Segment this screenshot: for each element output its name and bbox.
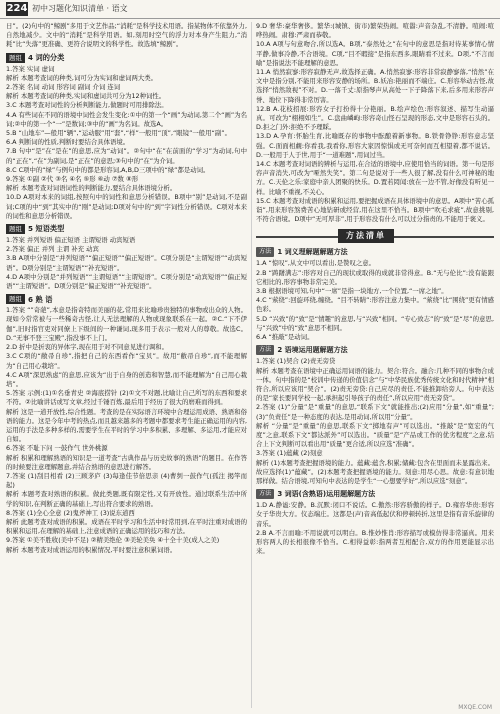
answer-paragraph: 4.C A项“深思熟虑”的意思,应该为“出于自身的创造和智慧,而不能理解为“自己用心栽培”。 [6, 370, 247, 388]
book-title: 初中习题化知识清单 · 语文 [32, 4, 128, 13]
method-heading [256, 247, 494, 257]
section-title: 5 短语类型 [28, 224, 65, 234]
answer-paragraph: 解析 本题考查对词语词性的判断能力,要结合具体语境分析。 [6, 184, 177, 193]
answer-paragraph: 14.C 本题考查对词语的辨析与运用,在合适的语境中,应使用恰当的词语。第一句是形容声音消失,可改为“哑然失笑”。第二句是说对于一些人很了解,没有什么可神秘的地方。C.天伦之乐:家庭中亲人团聚的快乐。D.置若罔闻:放在一边不管,好像没有听见一样。比喻不重视,不关心。 [256, 160, 494, 196]
page-header [0, 0, 500, 19]
answer-paragraph: 13.D A.孕育:怀胎生育,比喻既存的事物中酝酿着新事物。B.铁骨铮铮:形容意志坚强。C.面面相觑:你看我,我看你,形容大家因惊惧或无可奈何而互相望着,都不说话。D.一般用于人于世,用于“一道难题”,用词过当。 [256, 132, 494, 159]
right-column [256, 22, 494, 710]
section-title: 6 熟 语 [28, 294, 53, 304]
page-number: 224 [6, 3, 28, 14]
answer-paragraph: 1.A “惊叹”,从文中可以看出,是赞叹之意。 [256, 259, 376, 268]
answer-paragraph: 1.答案 并列短语 偏正短语 主谓短语 动宾短语 [6, 236, 136, 245]
method-tag: 方法 [256, 489, 274, 499]
answer-paragraph: 6.A 判断词的性质,判断时要结合具体语境。 [6, 138, 130, 147]
answer-paragraph: 2.答案 (1)“分量”是“重量”的意思,“联系下文”就能推出;(2)应用“分量”,如“重量”;(3)“负责任”是一种态度的表达,是用动词,所以用“分量”。 [256, 403, 494, 421]
answer-paragraph: 日”。(2)句中的“鲸剧”多用于文艺作品;“消耗”是科学技术用语。指某物体不依靠外力,自然地减少。文中的“消耗”是科学用语。如,刻用时空气的浮力对本身产生阻力,“消耗”比“失落”更准确、更符合说明文的科学性。故选填“鲸剧”。 [6, 22, 247, 49]
answer-paragraph: 3.B A项中分别是“并列短语”“偏正短语”“偏正短语”。C项分别是“主谓短语”“动宾短语”。D项分别是“主谓短语”“补充短语”。 [6, 254, 247, 272]
answer-paragraph: 2.D 折中是折衷的异体字,现在用于对不同意见进行调和。 [6, 343, 169, 352]
answer-paragraph: 4.D A项中分别是“并列短语”“主谓短语”“主谓短语”。C项分别是“动宾短语”“偏正短语”“主谓短语”。D项分别是“偏正短语”“补充短语”。 [6, 272, 247, 291]
method-title: 3 词语(含熟语)运用题解题方法 [277, 489, 376, 498]
answer-paragraph: 解析 这是一道开放性,综合性题。考查的是在实际语言环境中合理运用成语、熟语和俗语的能力。这是今年中考的热点,而且越来越多的考题中都要求考生能正确运用的内容,运用的手法是多种多样的,需要学生在平时的学习中多积累、多理解、多运用,才能应对自如。 [6, 407, 247, 444]
method-title: 2 语境运用题解题方法 [277, 345, 348, 354]
column-divider [251, 22, 252, 708]
answer-paragraph: 解析 (1)本题考查把握语境的能力。蕴藏:蕴含,积累;储藏:包含在里面而未显露出来。故应选择(1)“蕴藏”。(2)本题考查把握语境的能力。刻意:用尽心思。故意:有意识地那样做。结合语境,可知句中表达的是学生“一心想要学好”,所以应选“刻意”。 [256, 458, 494, 485]
method-heading [256, 345, 494, 355]
answer-paragraph: 3.答案 (1)蕴藏 (2)刻意 [256, 449, 323, 458]
answer-paragraph: 解析 积累和理解熟语的知识是一道考查“古典作品与历史故事的熟语”的题目。在作答的时候要注意理解题意,并结合熟语的意思进行解答。 [6, 453, 247, 471]
answer-paragraph: 1.D A.静谧:安静。B.沉默:闭口不说话。C.傲然:形容骄傲的样子。D.雍容华贵:形容女子华贵大方。仪态端庄。这都是(声)音高低起伏和停顿转折,这里是指有音乐旋律的音乐。 [256, 501, 494, 528]
section-heading [6, 294, 247, 304]
answer-paragraph: 4.C “萦绕”:回旋环绕,缠绕。“目不转睛”:形容注意力集中。“萦绕”比“围绕”更有情感色彩。 [256, 296, 494, 314]
left-column [6, 22, 247, 710]
answer-paragraph: 解析 本题考查在语境中正确运用词语的能力。契合:符合。融合:几种不同的事物合成一体。句中指的是“校训中传递的价值信念”与“中华民族优秀传统文化和时代精神”相符合,所以应该用“契合”。(2)责无旁贷:自己应尽的责任,不能推卸给旁人。句中表达的是“家长要同学校一起,承担起引导孩子的责任”,所以应用“责无旁贷”。 [256, 366, 494, 403]
section-tag: 题组 [6, 224, 25, 234]
method-tag: 方法 [256, 345, 274, 355]
answer-paragraph: 解析 本题考查词的种类,实词和虚词共可分为12种词性。 [6, 92, 166, 101]
answer-paragraph: 1.答案 (1)契合 (2)责无旁贷 [256, 357, 336, 366]
answer-paragraph: 2.B A.不言而喻:不用说就可以明白。B.惟妙惟肖:形容描写或模仿得非常逼真。用来形容两人的长相很像不恰当。C.相得益彰:指两者互相配合,双方的作用更能显示出来。 [256, 528, 494, 556]
answer-paragraph: 6.答案 不耻下问 一鼓作气 世外桃源 [6, 444, 108, 453]
answer-paragraph: 5.B “山地车”—般用“辆”,“运动服”用“套”,“样”一般用“顶”,“眼镜”一般用“副”。 [6, 129, 231, 138]
method-heading [256, 489, 494, 499]
section-tag: 题组 [6, 294, 25, 304]
banner-title: 方法清单 [338, 229, 394, 243]
answer-paragraph: 5.D “兴致”的“致”是“情趣”的意思,与“兴致”相同。“专心致志”的“致”是“尽”的意思,与“兴致”中的“致”意思不相同。 [256, 314, 494, 332]
answer-paragraph: 解析 “分量”是“重量”的意思,联系下文“掷地有声”可以选出。“推敲”是“宽宏的气度”之意,联系下文“都达派外”可以选出。“质量”是“产品或工作的优劣程度”之意,结合上下文判断可以看出用“质量”更合适,所以应选“准确”。 [256, 421, 494, 449]
answer-paragraph: 解析 本题考查对熟语的积累。做此类题,既有限定性,又有开放性。通过联系生活中所学的知识,在判断正确的基础上,写出符合要求的熟语。 [6, 490, 247, 508]
answer-paragraph: 11.A 悄然寂寥:形容寂静无声,故选择正确。A.悄然寂寥:形容非常寂静寥落,“悄然”在文中是指分别,不能用来形容安静的场所。B.妖冶:艳丽而不端庄。C.形容举动古怪,故选择“悄然敌视”不对。D.一落千丈:原指琴声从高处一下子降落下来,后多用来形容声誉、地位下降得非常厉害。 [256, 68, 494, 104]
method-title: 1 词义理解题解题方法 [277, 247, 348, 256]
answer-paragraph: 4.A 有些词在不同的语境中词性会发生变化:①中的第一个“画”为动词,第二个“画”为名词;②中的第一个“一”是数词;③中的“画”为名词。故选A。 [6, 110, 247, 128]
answer-paragraph: 7.答案 (1)刮目相看 (2)三顾茅庐 (3)每逢佳节倍思亲 (4)曹刿一鼓作气(孤注 揭竿而起) [6, 471, 247, 490]
section-title: 4 词的分类 [28, 53, 65, 62]
answer-paragraph: 3.C 本题考查对词性的分析判断能力,做题时可用排除法。 [6, 101, 168, 110]
answer-paragraph: 2.答案 偏正 并列 主谓 补充 动宾 [6, 245, 99, 254]
answer-paragraph: 12.B A.花枝招展:形容女子打扮得十分艳丽。B.绘声绘色:形容叙述、描写生动逼真。可改为“栩栩如生”。C.盘曲嶙峋:形容奇山怪石呈现的形态,文中是形容石头的。D.拒之门外:拒绝不予理睬。 [256, 104, 494, 132]
answer-paragraph: 解析 本题考查词的种类,词可分为实词和虚词两大类。 [6, 73, 158, 82]
answer-paragraph: 3.C C项的“敝帚自珍”,指把自己的东西看作“宝贝”。故用“敝帚自珍”,而不能理解为“自己用心栽培”。 [6, 352, 247, 370]
answer-paragraph: 9.答案 ①美不胜收(美中不足) ②精美绝伦 ③美轮美奂 ④十全十美(成人之美) [6, 536, 220, 545]
method-banner [256, 228, 494, 244]
method-tag: 方法 [256, 247, 274, 257]
answer-paragraph: 6.A “推敲”是动词。 [256, 333, 314, 342]
answer-paragraph: 8.C C项中的“绿”与例句中的都是形容词,A,B,D三项中的“绿”都是动词。 [6, 165, 210, 174]
section-tag: 题组 [6, 53, 25, 63]
answer-paragraph: 解析 本题考查对成语运用的积累情况,平时要注意积累词语。 [6, 545, 177, 554]
answer-paragraph: 5.答案 示例:(1)①名垂青史 ②海底捞针 (2)①文不对题,比喻让自己所写的东西和要求不符。②比喻讲话或写文章,经过千锤百炼,最后用于经历了很大的磨难而得到。 [6, 389, 247, 407]
answer-paragraph: 10.A A项与句意吻合,所以选A。B项,“泰然处之”在句中的意思是指对待某事情心情平静,做事冷静,不合语境。C项,“目不暇接”是指东西多,眼睛看不过来。D项,“不言而喻”是指说法不能理解的意思。 [256, 40, 494, 67]
answer-paragraph: 2.答案 名词 动词 形容词 副词 介词 连词 [6, 83, 121, 92]
answer-paragraph: 15.C 本题考查对成语的积累和运用,要把握成语在具体语境中的意思。A项中“苦心孤诣”,用来形容煞费苦心地钻研或经营,用在这里不恰当。B项中“吹毛求疵”,故意挑剔,不符合语境。D项中“无可厚非”,用于形容没有什么可以过分指责的,不能用于褒义。 [256, 196, 494, 224]
answer-paragraph: 7.B 句中“是”在“是在”的意思,应为“动词”。②句中“在”在前面的“学习”为动词,句中的“正在”,“在”为副词,是“正在”的意思;③句中的“在”为介词。 [6, 147, 247, 165]
answer-paragraph: 3.B 根据语境可知,句中“一席”是指一块地方,一个位置,“一席之地”。 [256, 287, 448, 296]
answer-paragraph: 9.D 奢华:豪华奢侈。繁华:(城镇、街市)繁荣热闹。喧嚣:声音杂乱,不清静。喧闹:喧哗热闹。肃穆:严肃而恭敬。 [256, 22, 494, 40]
answer-paragraph: 1.答案 实词 虚词 [6, 64, 55, 73]
answer-paragraph: 解析 此题考查对成语的积累。成语在平时学习和生活中时常用到,在平时注重对成语的积累和运用,在理解的基础上,注意成语的正确运用的技巧和方法。 [6, 517, 247, 536]
answer-paragraph: 9.答案 ①副 ②代 ③名 ④名 ⑤形 ⑥动 ⑦数 ⑧形 [6, 175, 139, 184]
answer-paragraph: 10.D A项对本来的词组,按照句中的词性和意思分析错误。B项中“别”是动词,不是副词;C项的中“到”其实中的“刚”是动词;D项对句中的“到”字词性分析错误。C项对本来的词性和意思分析错误。 [6, 193, 247, 220]
watermark-text: MXQE.COM [458, 704, 492, 711]
answer-paragraph: 1.答案 “”奇葩”,本意是指奇特而美丽的花,常用来比喻珍贵独特的事物或出众的人物。现如今常常被与一些稀奇古怪,让人无法理解的人物或现象联系在一起。②C.“下不伊伽”,旧时指官吏对同僚上下级间的一种谦词,现多用于表示一般对人的尊敬。故选C。D.“无事不登三宝殿”,指没事不上门。 [6, 306, 247, 342]
section-heading [6, 224, 247, 234]
answer-paragraph: 2.B “踌躇满志”:形容对自己的现状或取得的成就非常得意。B.“无与伦比”:没有能跟它相比的,形容事物非常完美。 [256, 268, 494, 286]
answer-paragraph: 8.答案 (1)全心全意 (2)鬼斧神工 (3)说东道西 [6, 508, 135, 517]
section-heading [6, 53, 247, 63]
